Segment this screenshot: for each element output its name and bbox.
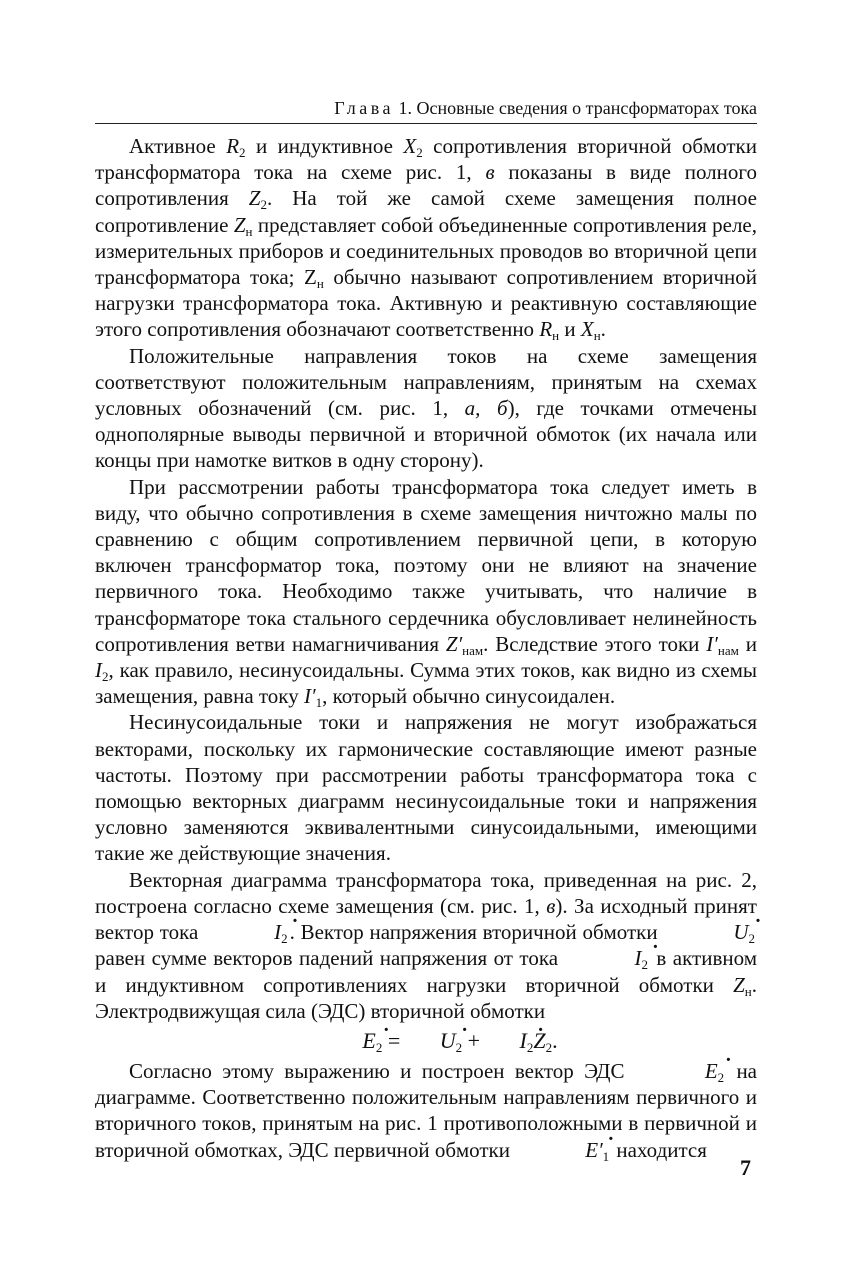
body-text bbox=[95, 133, 757, 1163]
plus-sign: + bbox=[462, 1027, 486, 1053]
text: . bbox=[600, 317, 606, 342]
symbol-z2: Z bbox=[248, 186, 261, 211]
text: Согласно этому выражению и построен вектор ЭДС bbox=[129, 1058, 635, 1083]
subscript: 1 bbox=[602, 1148, 610, 1164]
paragraph-2 bbox=[95, 343, 757, 474]
text: . Электродвижущая сила (ЭДС) вторичной обмотки bbox=[95, 972, 757, 1023]
vector-i2: . I bbox=[600, 945, 641, 971]
text: При рассмотрении работы трансформатора тока следует иметь в виду, что обычно сопротивления в схеме замещения ничтожно малы по сравнению с общим сопротивлением первичной цепи, в которую включен трансформатор тока, поэтому они не влияют на значение первичного тока. Необходимо также учитывать, что наличие в трансформаторе тока стального сердечника обусловливает нелинейность сопротивления ветви намагничивания bbox=[95, 474, 757, 656]
symbol-zn: Z bbox=[233, 212, 246, 237]
symbol-rn: R bbox=[539, 317, 553, 342]
subscript: 2 bbox=[260, 197, 267, 213]
vector-e1: . E′ bbox=[551, 1137, 602, 1163]
text: и индуктивное bbox=[245, 134, 404, 158]
running-header bbox=[95, 97, 757, 124]
subscript: 2 bbox=[416, 145, 423, 160]
text: Положительные направления токов на схеме замещения соответствуют положительным направлениям, принятым на схемах условных обозначений (см. рис. 1, bbox=[95, 343, 757, 421]
vector-u2: . U bbox=[699, 919, 748, 945]
text: . На той же самой схеме замещения полное сопротивление bbox=[95, 186, 757, 237]
symbol-r2: R bbox=[226, 134, 240, 158]
symbol-x2: X bbox=[403, 134, 417, 158]
symbol-i2: I bbox=[95, 658, 102, 683]
subscript: 2 bbox=[717, 1069, 725, 1085]
symbol-i1: I′ bbox=[303, 684, 316, 709]
text: . Вектор напряжения вторичной обмотки bbox=[289, 920, 664, 945]
figure-ref: а, б bbox=[464, 396, 508, 421]
subscript: 2 bbox=[526, 1039, 534, 1055]
vector-e2: . E bbox=[671, 1058, 718, 1084]
chapter-label: Глава bbox=[334, 98, 395, 118]
subscript: 2 bbox=[239, 145, 246, 160]
text: и bbox=[738, 631, 757, 656]
vector-i2: . I bbox=[240, 919, 281, 945]
figure-ref: в bbox=[485, 160, 495, 185]
text: сопротивления вторичной обмотки трансформатора тока на схеме рис. 1, bbox=[95, 134, 757, 185]
subscript: 2 bbox=[641, 957, 648, 973]
text: ), где точками отмечены однополярные выводы первичной и вторичной обмоток (их начала или концы при намотке витков в одну сторону). bbox=[95, 396, 758, 473]
symbol-z2: Z bbox=[533, 1027, 546, 1053]
subscript: н bbox=[316, 276, 324, 292]
text: представляет собой объединенные сопротивления реле, измерительных приборов и соединительных проводов во вторичной цепи трансформатора тока; Z bbox=[95, 212, 757, 290]
vector-u2: . U bbox=[406, 1024, 456, 1058]
paragraph-6 bbox=[95, 1058, 757, 1163]
text: в активном и индуктивном сопротивлениях нагрузки вторичной обмотки bbox=[95, 946, 757, 997]
subscript: 2 bbox=[281, 931, 288, 947]
text: . Вследствие этого токи bbox=[483, 631, 707, 656]
text: Активное bbox=[129, 134, 227, 158]
text: обычно называют сопротивлением вторичной нагрузки трансформатора тока. Активную и реактивную составляющие этого сопротивления обозначают соответственно bbox=[95, 265, 757, 342]
text: , как правило, несинусоидальны. Сумма этих токов, как видно из схемы замещения, равна току bbox=[95, 658, 757, 709]
text: Векторная диаграмма трансформатора тока, приведенная на рис. 2, построена согласно схеме замещения (см. рис. 1, bbox=[95, 867, 757, 918]
text: показаны в виде полного сопротивления bbox=[95, 160, 757, 211]
subscript: н bbox=[245, 223, 253, 239]
paragraph-4 bbox=[95, 709, 757, 866]
subscript: 2 bbox=[748, 931, 756, 947]
text: ). За исходный принят вектор тока bbox=[95, 893, 757, 945]
subscript: 2 bbox=[375, 1039, 383, 1055]
text: находится bbox=[611, 1137, 707, 1162]
paragraph-5 bbox=[95, 867, 757, 1024]
text: Несинусоидальные токи и напряжения не могут изображаться векторами, поскольку их гармонические составляющие имеют разные частоты. Поэтому при рассмотрении работы трансформатора тока с помощью векторных диаграмм несинусоидальные токи и напряжения условно заменяются эквивалентными синусоидальными, имеющими такие же действующие значения. bbox=[95, 710, 757, 866]
vector-i2: . I bbox=[486, 1024, 527, 1058]
formula-emf bbox=[95, 1024, 757, 1058]
symbol-zn: Z bbox=[733, 972, 745, 997]
subscript: 2 bbox=[102, 669, 109, 685]
text: равен сумме векторов падений напряжения от тока bbox=[95, 946, 565, 971]
subscript: н bbox=[552, 328, 560, 344]
figure-ref: в bbox=[546, 893, 556, 918]
symbol-inam: I′ bbox=[706, 631, 718, 656]
text: и bbox=[559, 317, 581, 342]
paragraph-3 bbox=[95, 474, 757, 710]
vector-e2: . E bbox=[328, 1024, 375, 1058]
subscript: 2 bbox=[545, 1039, 553, 1055]
subscript: н bbox=[744, 983, 752, 999]
chapter-title: 1. Основные сведения о трансформаторах тока bbox=[398, 98, 757, 118]
page-number: 7 bbox=[740, 1155, 751, 1180]
symbol-znam: Z′ bbox=[445, 631, 463, 656]
subscript: н bbox=[593, 328, 601, 344]
subscript: 2 bbox=[455, 1039, 463, 1055]
subscript: нам bbox=[462, 642, 484, 658]
subscript: 1 bbox=[315, 695, 323, 711]
subscript: нам bbox=[717, 642, 739, 658]
period: . bbox=[552, 1027, 558, 1053]
text: на диаграмме. Соответственно положительным направлениям первичного и вторичного токов, принятым на рис. 1 противоположными в первичной и вторичной обмотках, ЭДС первичной обмотки bbox=[95, 1058, 757, 1162]
paragraph-1 bbox=[95, 133, 757, 343]
text: , который обычно синусоидален. bbox=[322, 684, 616, 709]
equals-sign: = bbox=[382, 1027, 406, 1053]
symbol-xn: X bbox=[580, 317, 594, 342]
